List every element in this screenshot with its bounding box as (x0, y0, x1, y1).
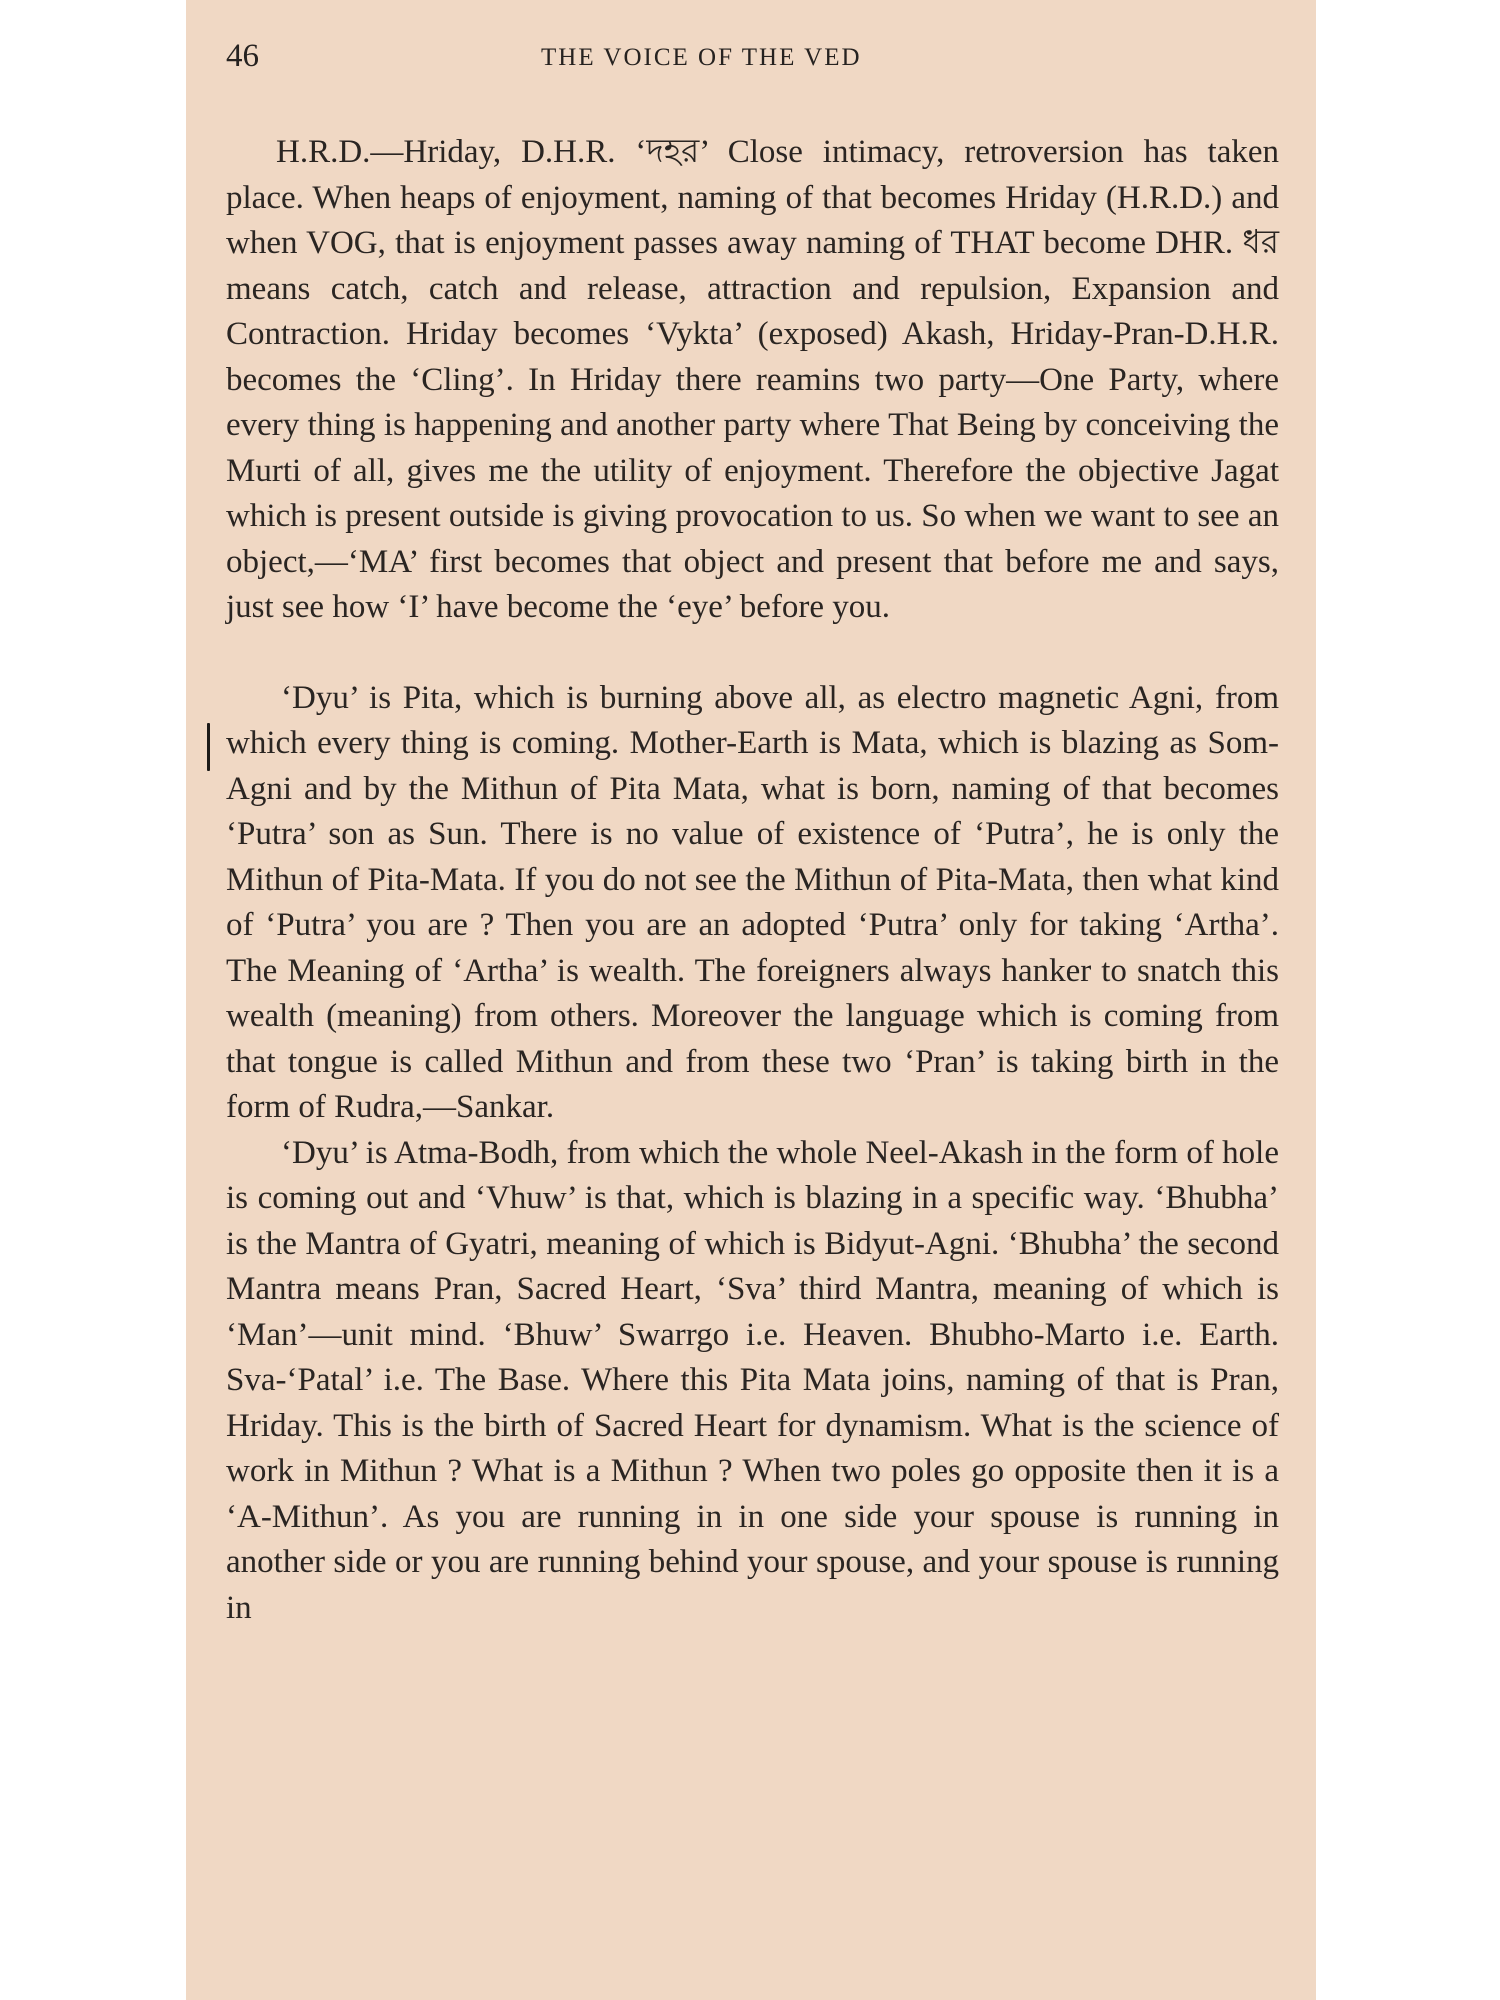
page-number: 46 (226, 38, 259, 74)
paragraph-hrd: H.R.D.—Hriday, D.H.R. ‘দহর’ Close intimacy, retroversion has taken place. When heaps of enjoyment, naming of that becomes Hriday (H.R.D.) and when VOG, that is enjoyment passes away naming of THAT become DHR. ধর means catch, catch and release, attraction and repulsion, Expansion and Contraction. Hriday becomes ‘Vykta’ (exposed) Akash, Hriday-Pran-D.H.R. becomes the ‘Cling’. In Hriday there reamins two party—One Party, where every thing is happening and another party where That Being by conceiving the Murti of all, gives me the utility of enjoyment. Therefore the objective Jagat which is present outside is giving provocation to us. So when we want to see an object,—‘MA’ first becomes that object and present that before me and says, just see how ‘I’ have become the ‘eye’ before you. (226, 134, 1279, 625)
margin-pencil-mark (207, 723, 210, 771)
body-text (226, 130, 1279, 1631)
paragraph-dyu-atma-bodh: ‘Dyu’ is Atma-Bodh, from which the whole Neel-Akash in the form of hole is coming out and ‘Vhuw’ is that, which is blazing in a specific way. ‘Bhubha’ is the Mantra of Gyatri, meaning of which is Bidyut-Agni. ‘Bhubha’ the second Mantra means Pran, Sacred Heart, ‘Sva’ third Mantra, meaning of which is ‘Man’—unit mind. ‘Bhuw’ Swarrgo i.e. Heaven. Bhubho-Marto i.e. Earth. Sva-‘Patal’ i.e. The Base. Where this Pita Mata joins, naming of that is Pran, Hriday. This is the birth of Sacred Heart for dynamism. What is the science of work in Mithun ? What is a Mithun ? When two poles go opposite then it is a ‘A-Mithun’. As you are running in in one side your spouse is running in another side or you are running behind your spouse, and your spouse is running in (226, 1134, 1279, 1626)
running-title: THE VOICE OF THE VED (541, 44, 862, 71)
page-header (226, 38, 1286, 88)
paragraph-dyu-pita: ‘Dyu’ is Pita, which is burning above all, as electro magnetic Agni, from which every thing is coming. Mother-Earth is Mata, which is blazing as Som-Agni and by the Mithun of Pita Mata, what is born, naming of that becomes ‘Putra’ son as Sun. There is no value of existence of ‘Putra’, he is only the Mithun of Pita-Mata. If you do not see the Mithun of Pita-Mata, then what kind of ‘Putra’ you are ? Then you are an adopted ‘Putra’ only for taking ‘Artha’. The Meaning of ‘Artha’ is wealth. The foreigners always hanker to snatch this wealth (meaning) from others. Moreover the language which is coming from that tongue is called Mithun and from these two ‘Pran’ is taking birth in the form of Rudra,—Sankar. (226, 679, 1279, 1125)
book-page (186, 0, 1316, 2000)
